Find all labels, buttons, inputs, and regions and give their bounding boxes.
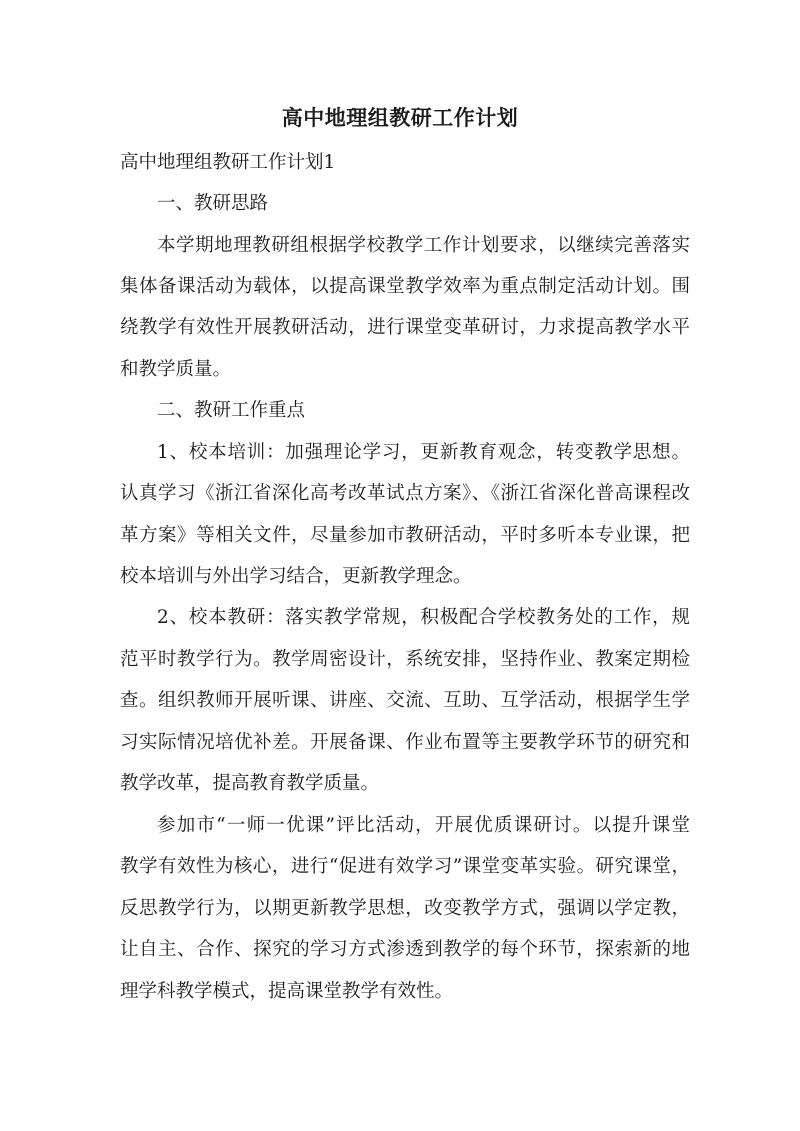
document-title: 高中地理组教研工作计划 [281,105,519,130]
paragraph-line: 校本培训与外出学习结合，更新教学理念。 [120,566,472,587]
paragraph-line: 理学科教学模式，提高课堂教学有效性。 [120,981,454,1002]
paragraph-line: 2、校本教研：落实教学常规，积极配合学校教务处的工作，规 [157,607,690,628]
paragraph-line: 查。组织教师开展听课、讲座、交流、互助、互学活动，根据学生学 [120,690,690,711]
paragraph-line: 教学改革，提高教育教学质量。 [120,773,380,794]
section-heading-research-approach: 一、教研思路 [157,193,269,214]
paragraph-line: 教学有效性为核心，进行“促进有效学习”课堂变革实验。研究课堂， [120,856,690,877]
paragraph-line: 范平时教学行为。教学周密设计，系统安排，坚持作业、教案定期检 [120,649,690,670]
paragraph-line: 本学期地理教研组根据学校教学工作计划要求，以继续完善落实 [157,235,690,256]
paragraph-line: 反思教学行为，以期更新教学思想，改变教学方式，强调以学定教， [120,898,690,919]
section-heading-key-work: 二、教研工作重点 [157,400,306,421]
paragraph-line: 参加市“一师一优课”评比活动，开展优质课研讨。以提升课堂 [157,815,690,836]
paragraph-line: 1、校本培训：加强理论学习，更新教育观念，转变教学思想。 [157,442,690,463]
paragraph-line: 习实际情况培优补差。开展备课、作业布置等主要教学环节的研究和 [120,732,690,753]
paragraph-line: 认真学习《浙江省深化高考改革试点方案》、《浙江省深化普高课程改 [120,483,690,504]
paragraph-line: 和教学质量。 [120,359,232,380]
paragraph-line: 革方案》等相关文件，尽量参加市教研活动，平时多听本专业课，把 [120,525,690,546]
paragraph-line: 让自主、合作、探究的学习方式渗透到教学的每个环节，探索新的地 [120,939,690,960]
paragraph-line: 绕教学有效性开展教研活动，进行课堂变革研讨，力求提高教学水平 [120,317,690,338]
paragraph-line: 集体备课活动为载体，以提高课堂教学效率为重点制定活动计划。围 [120,276,690,297]
document-subtitle: 高中地理组教研工作计划1 [120,152,336,173]
